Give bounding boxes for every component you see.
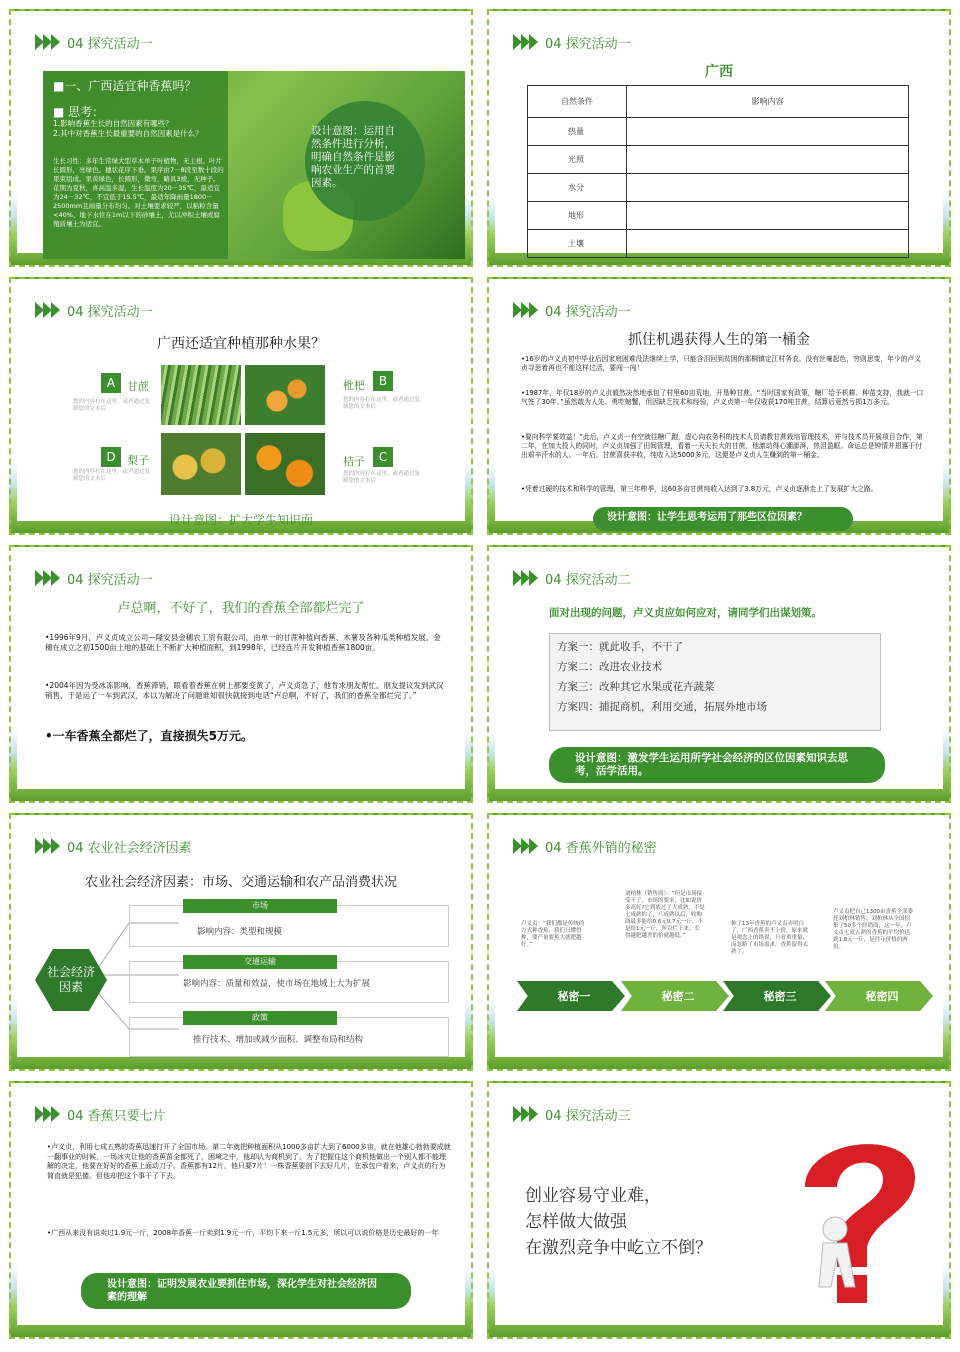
question-line: 怎样做大做强 xyxy=(525,1212,627,1232)
question-title: ■一、广西适宜种香蕉吗？ xyxy=(53,79,197,93)
factor-desc: 影响内容：质量和效益，使市场在地域上大为扩展 xyxy=(183,979,371,989)
chevron-icon xyxy=(513,838,537,854)
table-cell[interactable] xyxy=(627,230,909,258)
habit-text: 生长习性：多年生常绿大型草本单子叶植物，无主根。叶片长圆形，亮绿色。穗状花序下垂。果序由7－8段至数十段的果束组成。果黄绿色，长圆形，微弯，略具3棱，无种子。花期为夏秋，喜高温多湿，生长温度为20－35℃，最适宜为24－32℃，不宜低于15.5℃，最适年降雨量1800－2500mm且雨量分布均匀。对土壤要求较严，以粘粒含量<40%、地下水位在1m以下的砂壤土，尤以冲积土壤或腐殖质壤土为适宜。 xyxy=(53,157,224,228)
fruit-name-b: 枇杷 xyxy=(343,379,365,392)
secret-label: 秘密三 xyxy=(763,990,797,1003)
slide-header: 04 农业社会经济因素 xyxy=(35,835,192,857)
slide-title: 抓住机遇获得人生的第一桶金 xyxy=(628,332,810,348)
slide-2[interactable] xyxy=(487,9,951,267)
slide-4[interactable] xyxy=(487,277,951,535)
story-paragraph: •凭着过硬的技术和科学的管理，第三年榨季，这60多亩甘蔗纯收入达到了3.8万元，卢义贞逐渐走上了发展扩大之路。 xyxy=(521,485,878,493)
factor-name: 市场 xyxy=(183,899,337,913)
slide-5[interactable] xyxy=(9,545,473,803)
slide-header: 04 探究活动一 xyxy=(513,31,631,53)
fruit-desc-a: 您的内容打在这里，或者通过复制您的文本后 xyxy=(73,399,151,412)
secret-label: 秘密二 xyxy=(661,990,695,1003)
factor-name: 政策 xyxy=(183,1011,337,1025)
fruit-desc-b: 您的内容打在这里，或者通过复制您的文本后 xyxy=(343,397,421,410)
chevron-icon xyxy=(35,570,59,586)
table-cell[interactable] xyxy=(627,118,909,146)
secret-label: 秘密一 xyxy=(557,990,591,1003)
table-cell[interactable] xyxy=(627,146,909,174)
slide-header: 04 探究活动一 xyxy=(35,31,153,53)
slide-title: 卢总啊，不好了，我们的香蕉全部都烂完了 xyxy=(117,601,365,616)
slide-header: 04 探究活动二 xyxy=(513,567,631,589)
slide-header: 04 探究活动三 xyxy=(513,1103,631,1125)
slide-8[interactable] xyxy=(487,813,951,1071)
fruit-badge-d: D xyxy=(101,447,121,467)
plan-item: 方案三：改种其它水果或花卉蔬菜 xyxy=(557,681,715,693)
story-paragraph: •要向科学要效益！”此后，卢义贞一有空就往糖厂跑，虚心向农务科的技术人员请教甘蔗栽培管理技术，并与技术员开展项目合作，第二年，在加大投入的同时，卢义贞加强了田间管理，看着一天天长大的甘蔗，他激动得心潮澎湃，热泪盈眶。命运总是钟情并恩惠于付出艰辛汗水的人。一年后，甘蔗喜获丰收，纯收入达5000多元，这便是卢义贞人生赚到的第一桶金。 xyxy=(521,433,923,459)
table-cell: 水分 xyxy=(528,174,627,202)
fruit-badge-a: A xyxy=(101,373,121,393)
design-intent-pill: 设计意图：证明发展农业要抓住市场，深化学生对社会经济因素的理解 xyxy=(81,1273,411,1309)
secret-note: 卢义贞：“我们都是传统的方式种香蕉，我们只懂得种，要产量要蕉大就肥越好。” xyxy=(521,921,585,948)
design-intent: 设计意图：运用自然条件进行分析，明确自然条件是影响农业生产的首要因素。 xyxy=(311,125,395,189)
question-line: 在激烈竞争中屹立不倒？ xyxy=(525,1238,712,1258)
table-header-cell: 影响内容 xyxy=(627,86,909,118)
think-title: ■ 思考： xyxy=(53,105,105,119)
fruit-name-c: 桔子 xyxy=(343,455,365,468)
story-paragraph: •1987年，年仅18岁的卢义贞毅然决然地承包了村里60亩荒地，开垦种甘蔗。“当时国家有政策，糖厂给予机耕、种苗支持，我就一口气签了30年。”虽然敢为人先、勇吃螃蟹，但因缺乏技术和经验，卢义贞第一年仅收获170吨甘蔗，结算后竟然亏损1万多元。 xyxy=(521,389,924,406)
slide-title: 广西还适宜种植那种水果？ xyxy=(157,336,325,352)
factor-desc: 影响内容：类型和规模 xyxy=(197,927,283,937)
story-paragraph: •1996年9月，卢义贞成立公司—隆安县金穗农工贸有限公司，由单一的甘蔗种植向香蕉、木薯及各种瓜类种植发展。金穗在成立之初1500亩土地的基础上不断扩大种植面积，到1998年，已经连片开发种植香蕉1800亩。 xyxy=(45,633,441,652)
plan-item: 方案二：改进农业技术 xyxy=(557,661,662,673)
slide-title: 面对出现的问题，卢义贞应如何应对，请同学们出谋划策。 xyxy=(549,607,822,619)
slide-header: 04 探究活动一 xyxy=(35,299,153,321)
story-paragraph: •2004年因为受冰冻影响，香蕉滞销，眼看着香蕉在树上都要变黄了，卢义贞急了，他肯求朋友帮忙。朋友提议发到武汉销售，于是运了一车到武汉，本以为解决了问题谁知很快就接到电话“卢总啊，不好了，我们的香蕉全都烂完了。” xyxy=(45,681,444,700)
chevron-icon xyxy=(35,1106,59,1122)
table-cell[interactable] xyxy=(627,202,909,230)
fruit-badge-b: B xyxy=(373,371,393,391)
sugarcane-photo xyxy=(161,365,241,425)
design-intent-pill: 设计意图：激发学生运用所学社会经济的区位因素知识去思考，活学活用。 xyxy=(549,747,885,783)
table-cell: 土壤 xyxy=(528,230,627,258)
loss-statement: •一车香蕉全都烂了，直接损失5万元。 xyxy=(45,729,254,743)
table-cell: 热量 xyxy=(528,118,627,146)
think-list xyxy=(53,119,233,139)
secret-note: 刘柏林（销售商）：“但是市场接受不了，市场的要求，比如说价多高好?它到底过了大成熟，不是七成熟的了，八成熟以后，收购商最多能给0.6元0.7元一斤，不是给1元一斤，所以烂下来，长得越肥越差的价就越低。” xyxy=(625,891,705,939)
think-item: 2.其中对香蕉生长最重要的自然因素是什么？ xyxy=(53,129,203,138)
chevron-icon xyxy=(513,302,537,318)
slide-1[interactable] xyxy=(9,9,473,267)
fruit-desc-c: 您的内容打在这里，或者通过复制您的文本后 xyxy=(343,471,421,484)
factor-table xyxy=(527,85,909,258)
slide-10[interactable] xyxy=(487,1081,951,1339)
slide-header: 04 香蕉只要七片 xyxy=(35,1103,166,1125)
slide-9[interactable] xyxy=(9,1081,473,1339)
chevron-icon xyxy=(513,570,537,586)
slide-6[interactable] xyxy=(487,545,951,803)
factor-name: 交通运输 xyxy=(183,955,337,969)
plan-item: 方案一：就此收手，不干了 xyxy=(557,641,683,653)
question-mark-figure-icon xyxy=(775,1117,945,1317)
center-label: 社会经济因素 xyxy=(47,965,96,994)
table-cell: 光照 xyxy=(528,146,627,174)
story-paragraph: •广西从来没有说卖过1.9元一斤，2008年香蕉一斤卖到1.9元一斤，平均下来一斤1.5元多，所以可以说价格是历史最好的一年 xyxy=(47,1229,439,1237)
slide-title: 农业社会经济因素：市场、交通运输和农产品消费状况 xyxy=(84,875,397,890)
plan-item: 方案四：捕捉商机，利用交通，拓展外地市场 xyxy=(557,701,767,713)
think-item: 1.影响香蕉生长的自然因素有哪些？ xyxy=(53,119,173,128)
design-intent-pill: 设计意图：让学生思考运用了那些区位因素？ xyxy=(593,507,853,531)
fruit-name-d: 梨子 xyxy=(127,454,149,467)
slide-3[interactable] xyxy=(9,277,473,535)
fruit-name-a: 甘蔗 xyxy=(127,380,149,393)
secret-note: 种了13年香蕉的卢义贞弄明白了，广西香蕉卖不上价，原来就是观念上的错误，只看重重量，而忽略了市场需求，香蕉留得太熟了。 xyxy=(731,921,809,955)
chevron-icon xyxy=(513,1106,537,1122)
slide-header: 04 香蕉外销的秘密 xyxy=(513,835,657,857)
secret-label: 秘密四 xyxy=(865,990,899,1003)
secret-note: 卢义贞把自己1300亩香蕉全部委托刘柏林销售，刘柏林从全国招集了50多个经销商，这一年，卢义贞七成五熟的香蕉的平均价达到1.8元一斤，是往年价格的两倍。 xyxy=(833,909,913,950)
story-paragraph: •卢义贞，利用七成五熟的香蕉迅速打开了全国市场。第二年就把种植面积从1000多亩扩大到了6000多亩，就在他雄心勃勃要成就一翻事业的时候，一场冰灾让他的香蕉苗全都死了，困境之中，他却认为商机到了。为了把握住这个商机他做出一个别人都不能理解的决定，他要在好好的香蕉上面动刀子。香蕉都有12片，他只要7片！一株香蕉要剖下去好几片，在承包户看来，卢义贞的行为简直就是犯傻。但他却把这个事干了下去。 xyxy=(47,1143,451,1180)
fruit-desc-d: 您的内容打在这里，或者通过复制您的文本后 xyxy=(73,469,151,482)
table-cell[interactable] xyxy=(627,174,909,202)
slide-7[interactable] xyxy=(9,813,473,1071)
design-intent: 设计意图：扩大学生知识面 xyxy=(168,513,313,527)
fruit-badge-c: C xyxy=(373,447,393,467)
slide-header: 04 探究活动一 xyxy=(35,567,153,589)
story-paragraph: •16岁的卢义贞初中毕业后因家庭困难没法继续上学，只能含泪回到贫困的那桐镇定江村务农。没有丝毫起色，穷则思变，年少的卢义贞寻思着再也不能这样过活，要闯一闯！ xyxy=(521,355,922,372)
table-cell: 地形 xyxy=(528,202,627,230)
question-line: 创业容易守业难， xyxy=(525,1186,661,1206)
table-title: 广西 xyxy=(705,64,733,80)
table-header-cell: 自然条件 xyxy=(528,86,627,118)
chevron-icon xyxy=(35,302,59,318)
chevron-icon xyxy=(35,34,59,50)
slide-header: 04 探究活动一 xyxy=(513,299,631,321)
pear-photo xyxy=(161,433,241,495)
loquat-photo xyxy=(245,365,325,425)
chevron-icon xyxy=(513,34,537,50)
factor-desc: 推行技术、增加或减少面积、调整布局和结构 xyxy=(193,1035,364,1045)
orange-photo xyxy=(245,433,325,495)
